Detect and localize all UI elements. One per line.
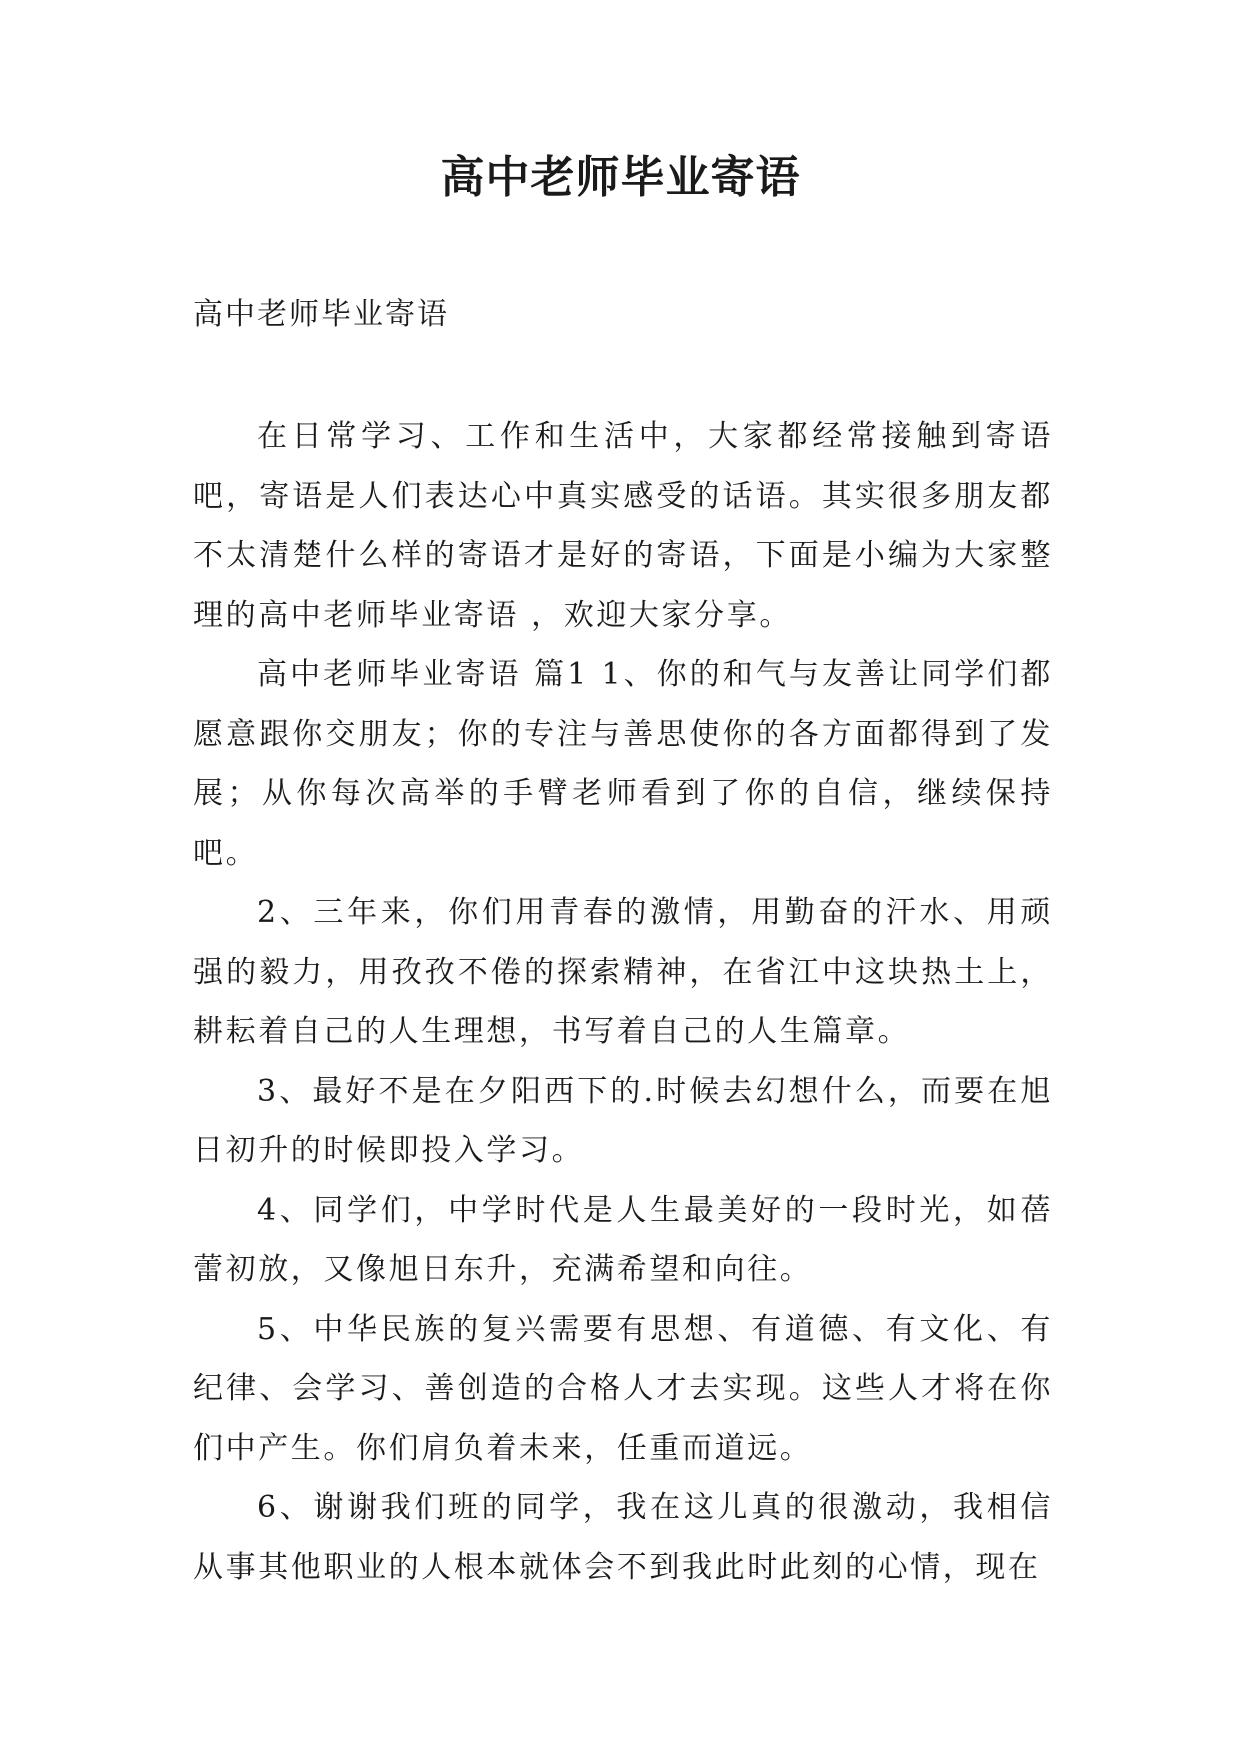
document-body (193, 407, 1053, 1597)
paragraph-3: 3、最好不是在夕阳西下的.时候去幻想什么，而要在旭日初升的时候即投入学习。 (193, 1073, 1053, 1168)
paragraph-5: 5、中华民族的复兴需要有思想、有道德、有文化、有纪律、会学习、善创造的合格人才去实现。这些人才将在你们中产生。你们肩负着未来，任重而道远。 (193, 1311, 1053, 1466)
paragraph-intro: 在日常学习、工作和生活中，大家都经常接触到寄语吧，寄语是人们表达心中真实感受的话语。其实很多朋友都不太清楚什么样的寄语才是好的寄语，下面是小编为大家整理的高中老师毕业寄语 ，欢迎大家分享。 (193, 419, 1053, 633)
paragraph-1: 高中老师毕业寄语 篇1 1、你的和气与友善让同学们都愿意跟你交朋友；你的专注与善思使你的各方面都得到了发展；从你每次高举的手臂老师看到了你的自信，继续保持吧。 (193, 657, 1053, 871)
paragraph-4: 4、同学们，中学时代是人生最美好的一段时光，如蓓蕾初放，又像旭日东升，充满希望和向往。 (193, 1192, 1053, 1287)
document-subtitle: 高中老师毕业寄语 (193, 297, 449, 332)
document-title: 高中老师毕业寄语 (440, 152, 801, 203)
paragraph-2: 2、三年来，你们用青春的激情，用勤奋的汗水、用顽强的毅力，用孜孜不倦的探索精神，在省江中这块热土上，耕耘着自己的人生理想，书写着自己的人生篇章。 (193, 895, 1053, 1049)
paragraph-6: 6、谢谢我们班的同学，我在这儿真的很激动，我相信从事其他职业的人根本就体会不到我此时此刻的心情，现在 (193, 1490, 1053, 1585)
